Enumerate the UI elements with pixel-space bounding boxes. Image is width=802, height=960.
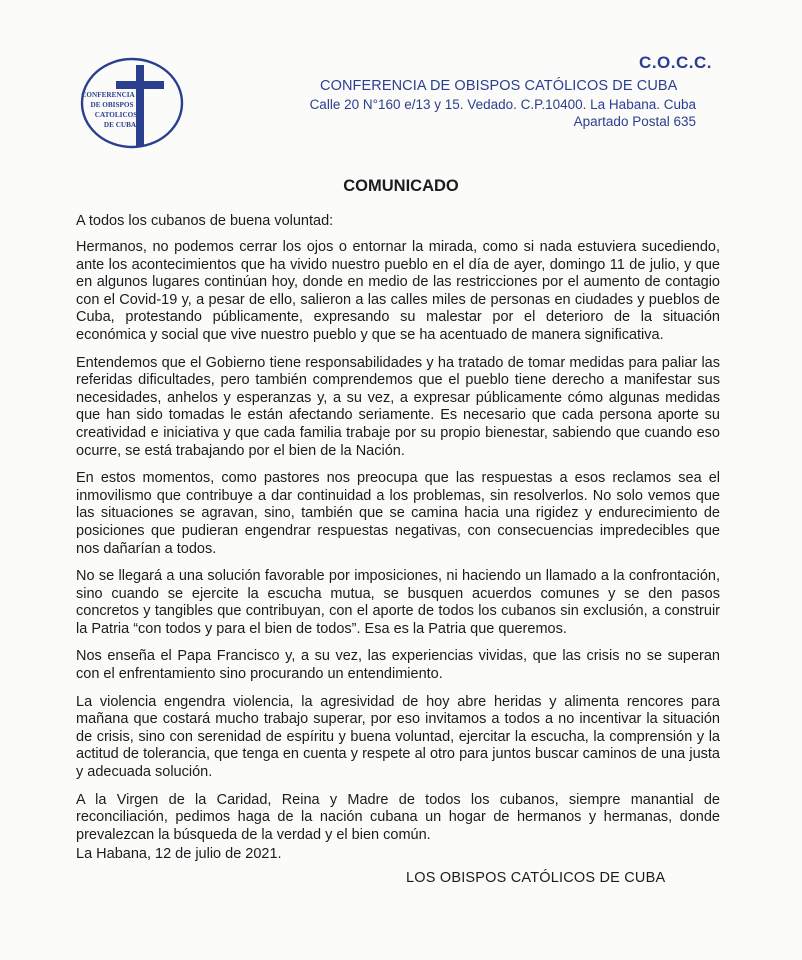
organization-name: CONFERENCIA DE OBISPOS CATÓLICOS DE CUBA: [320, 78, 678, 94]
logo-line-2: DE OBISPOS: [90, 101, 134, 109]
body-paragraph-2: Entendemos que el Gobierno tiene responsabilidades y ha tratado de tomar medidas para paliar las referidas dificultades, pero también comprendemos que el pueblo tiene derecho a manifestar sus necesidades, anhelos y esperanzas y, a su vez, a expresar públicamente cómo algunas medidas que han sido tomadas le están afectando seriamente. Es necesario que cada persona aporte su creatividad e iniciativa y que cada familia trabaje por su propio bienestar, sabiendo que cuando eso ocurre, se está trabajando por el bien de la Nación.: [76, 354, 720, 459]
document-body: [76, 239, 720, 854]
signature: LOS OBISPOS CATÓLICOS DE CUBA: [406, 870, 666, 886]
document-title: COMUNICADO: [343, 177, 459, 195]
logo-line-1: CONFERENCIA: [81, 91, 135, 99]
body-paragraph-6: La violencia engendra violencia, la agresividad de hoy abre heridas y alimenta rencores para mañana que costará mucho trabajo superar, por eso invitamos a todos a no incentivar la situación de crisis, sino con serenidad de espíritu y buena voluntad, ejercitar la escucha, la comprensión y la actitud de tolerancia, que tenga en cuenta y respete al otro para juntos buscar caminos de una justa y adecuada solución.: [76, 693, 720, 781]
body-paragraph-1: Hermanos, no podemos cerrar los ojos o entornar la mirada, como si nada estuviera sucediendo, ante los acontecimientos que ha vivido nuestro pueblo en el día de ayer, domingo 11 de julio, y que en algunos lugares continúan hoy, donde en medio de las restricciones por el aumento de contagio con el Covid-19 y, a pesar de ello, salieron a las calles miles de personas en ciudades y pueblos de Cuba, protestando públicamente, expresando su malestar por el deterioro de la situación económica y social que vive nuestro pueblo y que se ha acentuado de manera significativa.: [76, 239, 720, 343]
body-paragraph-4: No se llegará a una solución favorable por imposiciones, ni haciendo un llamado a la confrontación, sino cuando se ejercite la escucha mutua, se busquen acuerdos comunes y se den pasos concretos y tangibles que contribuyan, con el aporte de todos los cubanos sin exclusión, a construir la Patria “con todos y para el bien de todos”. Esa es la Patria que queremos.: [76, 568, 720, 637]
salutation: A todos los cubanos de buena voluntad:: [76, 213, 334, 229]
conference-logo: [78, 55, 186, 151]
body-paragraph-3: En estos momentos, como pastores nos preocupa que las respuestas a esos reclamos sea el inmovilismo que contribuye a dar continuidad a los problemas, sin resolverlos. No solo vemos que las situaciones se agravan, sino, también que se camina hacia una rigidez y endurecimiento de posiciones que pudieran engendrar respuestas negativas, con consecuencias impredecibles que nos dañarían a todos.: [76, 470, 720, 557]
organization-po-box: Apartado Postal 635: [573, 114, 696, 129]
body-paragraph-5: Nos enseña el Papa Francisco y, a su vez, las experiencias vividas, que las crisis no se superan con el enfrentamiento sino procurando un entendimiento.: [76, 648, 720, 683]
date-line: La Habana, 12 de julio de 2021.: [76, 846, 282, 862]
cross-seal-icon: [78, 55, 186, 151]
body-paragraph-7: A la Virgen de la Caridad, Reina y Madre de todos los cubanos, siempre manantial de reconciliación, pedimos haga de la nación cubana un hogar de hermanos y hermanas, donde prevalezcan la búsqueda de la verdad y el bien común.: [76, 791, 720, 843]
organization-acronym: C.O.C.C.: [639, 53, 712, 72]
logo-line-4: DE CUBA: [103, 121, 137, 129]
logo-line-3: CATOLICOS: [94, 111, 138, 119]
organization-address: Calle 20 N°160 e/13 y 15. Vedado. C.P.10400. La Habana. Cuba: [309, 97, 696, 112]
